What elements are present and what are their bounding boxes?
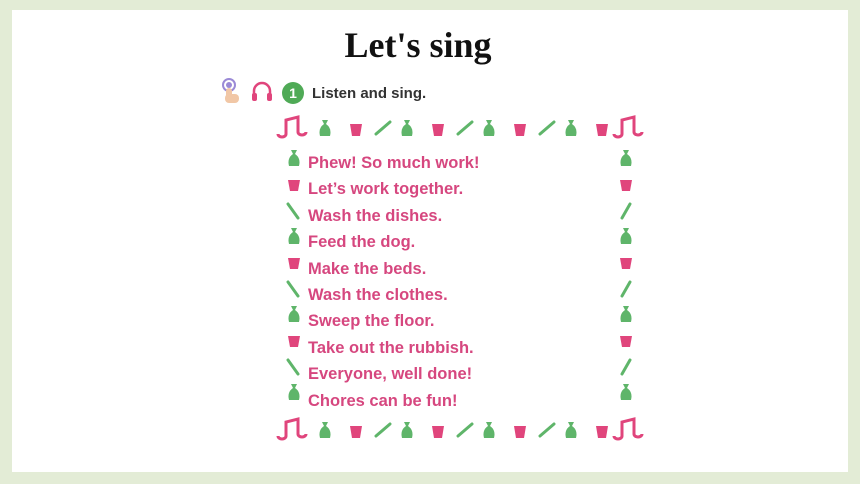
border-right	[614, 144, 638, 409]
slide	[12, 10, 848, 472]
lyric-line: Phew! So much work!	[308, 154, 480, 172]
border-top	[274, 112, 646, 140]
lyric-line: Chores can be fun!	[308, 391, 458, 410]
lyric-line: Wash the dishes.	[308, 206, 443, 225]
border-left	[282, 144, 306, 409]
music-note-icon	[614, 117, 642, 137]
lyric-line: Make the beds.	[308, 259, 427, 278]
lyric-line: Everyone, well done!	[308, 365, 473, 384]
page-title: Let's sing	[344, 25, 492, 65]
lyric-line: Let’s work together.	[308, 180, 464, 199]
border-bottom	[274, 414, 646, 442]
lyric-line: Feed the dog.	[308, 233, 416, 252]
activity-number-badge: 1	[282, 82, 304, 104]
touch-icon[interactable]	[220, 78, 242, 109]
lyric-line: Take out the rubbish.	[308, 338, 474, 357]
song-lyrics	[308, 152, 479, 416]
music-note-icon	[278, 117, 306, 137]
lyric-line: Wash the clothes.	[308, 285, 448, 304]
activity-instruction: Listen and sing.	[312, 84, 427, 102]
activity-header	[220, 78, 426, 108]
headphones-icon[interactable]	[250, 80, 274, 107]
lyric-line: Sweep the floor.	[308, 312, 435, 331]
